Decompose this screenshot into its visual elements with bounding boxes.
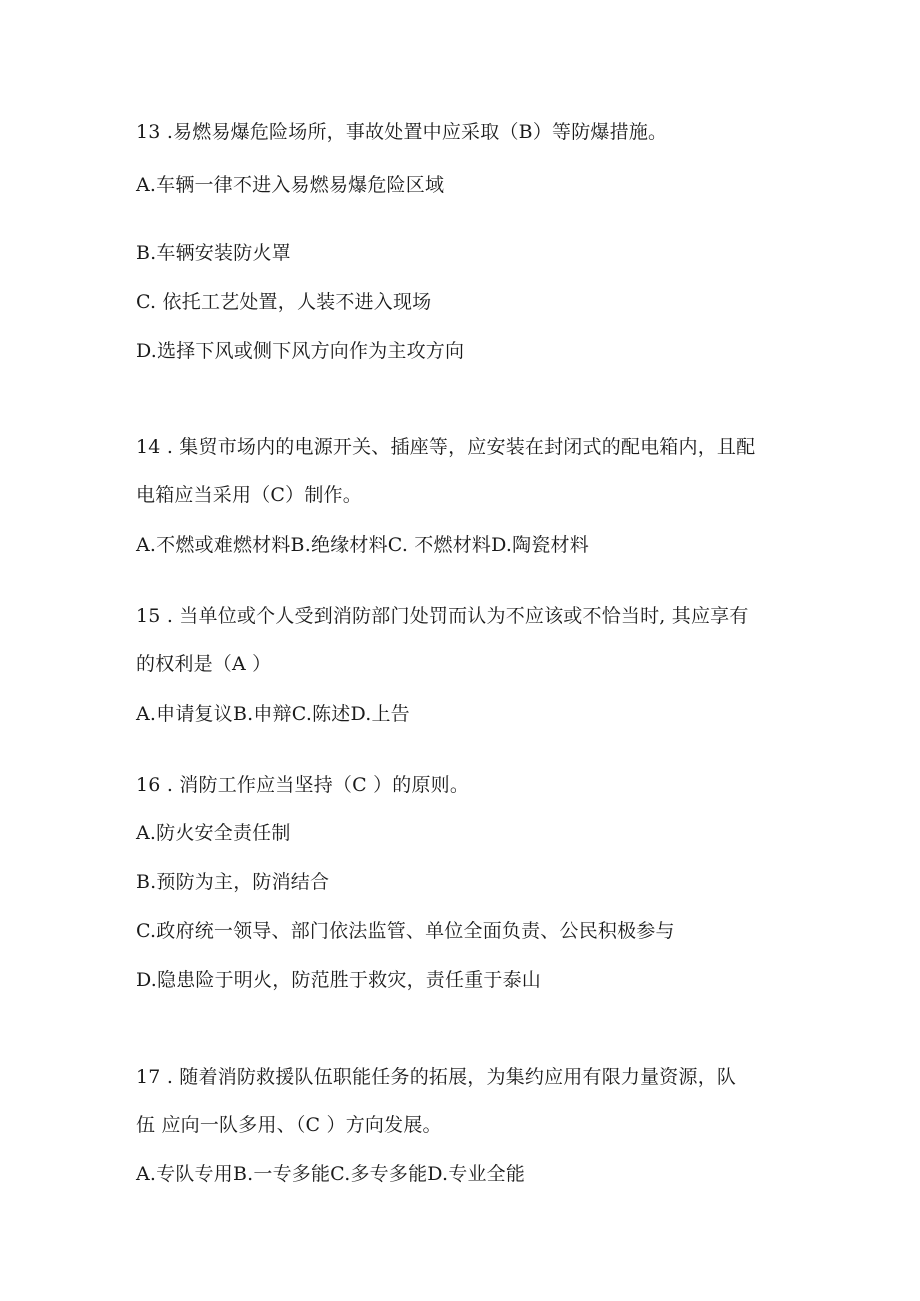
question-17-options: A.专队专用B.一专多能C.多专多能D.专业全能: [136, 1163, 526, 1185]
question-16-option-a: A.防火安全责任制: [136, 822, 291, 844]
question-15-stem-line-2: 的权利是（A ）: [136, 653, 272, 675]
question-14-stem-line-2: 电箱应当采用（C）制作。: [136, 484, 362, 506]
question-16-stem: 16 . 消防工作应当坚持（C ）的原则。: [136, 774, 470, 796]
question-16-option-d: D.隐患险于明火，防范胜于救灾，责任重于泰山: [136, 969, 541, 991]
question-15-stem-line-1: 15 . 当单位或个人受到消防部门处罚而认为不应该或不恰当时, 其应享有: [136, 605, 749, 627]
question-14-stem-line-1: 14 . 集贸市场内的电源开关、插座等，应安装在封闭式的配电箱内，且配: [136, 436, 756, 458]
question-17-stem-line-1: 17 . 随着消防救援队伍职能任务的拓展，为集约应用有限力量资源，队: [136, 1066, 737, 1088]
question-13-option-d: D.选择下风或侧下风方向作为主攻方向: [136, 340, 465, 362]
question-13-stem: 13 .易燃易爆危险场所，事故处置中应采取（B）等防爆措施。: [136, 121, 668, 143]
question-13-option-b: B.车辆安装防火罩: [136, 242, 291, 264]
question-14-options: A.不燃或难燃材料B.绝缘材料C. 不燃材料D.陶瓷材料: [136, 534, 589, 556]
question-13-option-a: A.车辆一律不进入易燃易爆危险区域: [136, 174, 445, 196]
question-16-option-c: C.政府统一领导、部门依法监管、单位全面负责、公民积极参与: [136, 920, 675, 942]
question-17-stem-line-2: 伍 应向一队多用、（C ）方向发展。: [136, 1114, 442, 1136]
question-15-options: A.申请复议B.申辩C.陈述D.上告: [136, 703, 410, 725]
question-16-option-b: B.预防为主，防消结合: [136, 871, 330, 893]
question-13-option-c: C. 依托工艺处置，人装不进入现场: [136, 291, 432, 313]
